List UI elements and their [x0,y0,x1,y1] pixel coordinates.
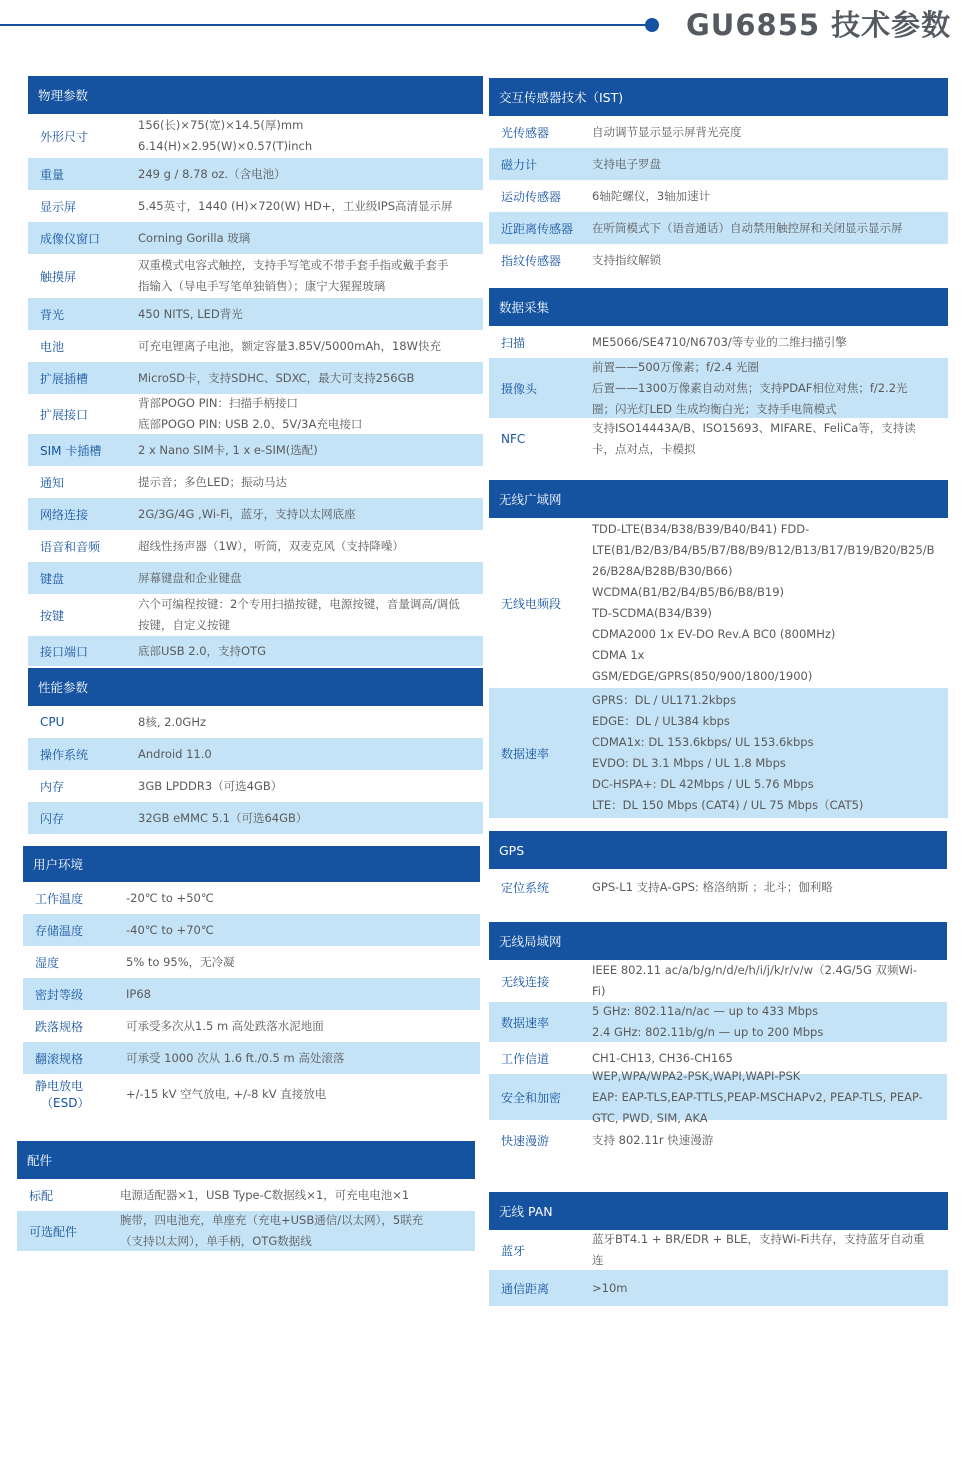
spec-label: 磁力计 [501,157,538,172]
spec-label: 指纹传感器 [501,253,562,268]
spec-value [592,186,948,207]
spec-value [138,594,483,636]
spec-value-line: TDD-LTE(B34/B38/B39/B40/B41) FDD- [592,522,810,536]
spec-value-line: 32GB eMMC 5.1（可选64GB） [138,810,308,825]
spec-row [28,330,483,362]
spec-value-line: DC-HSPA+: DL 42Mbps / UL 5.76 Mbps [592,777,814,791]
spec-value-line: CDMA2000 1x EV-DO Rev.A BC0 (800MHz) [592,627,836,641]
spec-value [592,218,948,239]
spec-row [489,960,947,1002]
spec-value-line: 249 g / 8.78 oz.（含电池） [138,166,286,181]
spec-value-line: 自动调节显示显示屏背光亮度 [592,124,742,139]
spec-row [28,802,483,834]
spec-value-line: 在听筒模式下（语音通话）自动禁用触控屏和关闭显示显示屏 [592,220,903,235]
spec-value-line: 可承受 1000 次从 1.6 ft./0.5 m 高处滚落 [126,1050,345,1065]
spec-value [138,744,483,765]
page-title: GU6855 技术参数 [686,8,952,42]
spec-value [592,1001,947,1043]
spec-value-line: -40℃ to +70℃ [126,922,214,937]
spec-value [138,808,483,829]
spec-row [23,1010,480,1042]
spec-value-line: >10m [592,1280,628,1295]
spec-row [28,530,483,562]
section-title: 数据采集 [489,288,948,326]
spec-value [126,1084,480,1105]
spec-label: 翻滚规格 [35,1051,84,1066]
spec-value-line: （支持以太网），单手柄，OTG数据线 [120,1234,312,1248]
spec-row [28,394,483,434]
spec-value [120,1185,475,1206]
spec-label: 光传感器 [501,125,550,140]
spec-value-line: 450 NITS, LED背光 [138,306,243,321]
spec-value-line: IEEE 802.11 ac/a/b/g/n/d/e/h/i/j/k/r/v/w（2.4G/5G 双频Wi- [592,963,917,977]
spec-label: 操作系统 [40,747,89,762]
spec-value-line: +/-15 kV 空气放电, +/-8 kV 直接放电 [126,1086,327,1101]
spec-value-line: CDMA 1x [592,648,645,662]
spec-row [489,244,948,276]
spec-label: 背光 [40,307,65,322]
spec-value-line: 提示音；多色LED；振动马达 [138,474,288,489]
spec-value [138,641,483,662]
spec-row [28,562,483,594]
spec-row [489,1270,948,1306]
spec-row [28,706,483,738]
spec-value [138,255,483,297]
spec-label: 标配 [29,1188,54,1203]
spec-value [592,122,948,143]
spec-value-line: 5.45英寸，1440 (H)×720(W) HD+，工业级IPS高清显示屏 [138,198,453,213]
section-user-env [23,846,480,1114]
spec-value-line: 后置——1300万像素自动对焦；支持PDAF相位对焦；f/2.2光 [592,380,908,395]
spec-row [28,190,483,222]
spec-value-line: GPRS：DL / UL171.2kbps [592,693,737,707]
spec-row [489,148,948,180]
spec-value-line: 2.4 GHz: 802.11b/g/n — up to 200 Mbps [592,1025,824,1039]
spec-value [138,228,483,249]
spec-value [126,984,480,1005]
section-gps [489,831,947,905]
spec-row [489,1230,948,1270]
spec-value [592,1229,948,1271]
spec-value-line: 可承受多次从1.5 m 高处跌落水泥地面 [126,1018,324,1033]
spec-label: 扩展插槽 [40,371,89,386]
spec-row [28,298,483,330]
spec-row [28,770,483,802]
spec-value [138,115,483,157]
spec-value-line: -20℃ to +50℃ [126,890,214,905]
spec-value-line: 156(长)×75(宽)×14.5(厚)mm [138,118,304,132]
spec-label: 成像仪窗口 [40,231,101,246]
spec-label: 跌落规格 [35,1019,84,1034]
spec-row [17,1211,475,1251]
section-wwan [489,480,948,818]
spec-value-line: GPS-L1 支持A-GPS: 格洛纳斯 ；北斗；伽利略 [592,879,833,894]
spec-value-line: 按键，自定义按键 [138,618,230,632]
section-data-capture [489,288,948,460]
spec-value-line: WCDMA(B1/B2/B4/B5/B6/B8/B19) [592,585,785,599]
spec-value [138,336,483,357]
spec-row [28,254,483,298]
spec-value [138,776,483,797]
header-dot [645,18,659,32]
spec-value [592,332,948,353]
spec-value-line: MicroSD卡，支持SDHC、SDXC，最大可支持256GB [138,370,415,385]
spec-row [28,636,483,666]
spec-value [138,536,483,557]
spec-label: 工作温度 [35,891,84,906]
spec-row [23,1042,480,1074]
spec-label: 网络连接 [40,507,89,522]
spec-label: 重量 [40,167,65,182]
spec-label: 近距离传感器 [501,221,574,236]
section-ist [489,78,948,276]
spec-label: 无线连接 [501,974,550,989]
spec-value [138,568,483,589]
spec-value-line: Corning Gorilla 玻璃 [138,230,251,245]
spec-value-line: GTC, PWD, SIM, AKA [592,1110,708,1125]
section-performance [28,668,483,834]
spec-value-line: 屏幕键盘和企业键盘 [138,570,242,585]
spec-value [138,393,483,435]
spec-label: 数据速率 [501,1015,550,1030]
spec-value [138,472,483,493]
spec-value [592,418,948,460]
spec-value-line: IP68 [126,986,151,1001]
spec-value [120,1210,475,1252]
spec-value [592,250,948,271]
spec-label: 键盘 [40,571,65,586]
spec-label: 可选配件 [29,1224,78,1239]
spec-value [592,690,948,816]
spec-value-line: 腕带，四电池充，单座充（充电+USB通信/以太网），5联充 [120,1213,424,1227]
spec-label: 存储温度 [35,923,84,938]
spec-value-line: GSM/EDGE/GPRS(850/900/1800/1900) [592,669,813,683]
spec-value-line: 底部USB 2.0，支持OTG [138,643,267,658]
spec-value-line: 超线性扬声器（1W），听筒，双麦克风（支持降噪） [138,538,404,553]
spec-label: 摄像头 [501,381,538,396]
spec-value-line: 指输入（导电手写笔单独销售）；康宁大猩猩玻璃 [138,279,386,293]
spec-label: SIM 卡插槽 [40,443,102,458]
spec-label: 按键 [40,608,65,623]
spec-value-line: ME5066/SE4710/N6703/等专业的二维扫描引擎 [592,334,847,349]
spec-value [138,712,483,733]
spec-row [23,978,480,1010]
spec-row [28,466,483,498]
spec-value-line: TD-SCDMA(B34/B39) [592,606,712,620]
spec-value [138,368,483,389]
section-pan [489,1192,948,1306]
spec-value [592,1066,947,1129]
spec-value-line: Fi) [592,984,606,998]
spec-value-line: 6轴陀螺仪，3轴加速计 [592,188,711,203]
spec-label: 触摸屏 [40,269,77,284]
spec-value-line: 支持指纹解锁 [592,252,661,267]
spec-value-line: Android 11.0 [138,746,212,761]
spec-label: 湿度 [35,955,60,970]
spec-row [28,738,483,770]
spec-value [138,304,483,325]
spec-value-line: 圈；闪光灯LED 生成均衡白光；支持手电筒模式 [592,401,837,416]
spec-value [126,952,480,973]
spec-value-line: 六个可编程按键：2个专用扫描按键，电源按键，音量调高/调低 [138,597,460,611]
spec-value-line: CH1-CH13, CH36-CH165 [592,1050,733,1065]
spec-row [28,362,483,394]
spec-value [592,1278,948,1299]
spec-value [126,888,480,909]
spec-value-line: 支持ISO14443A/B、ISO15693、MIFARE、FeliCa等，支持读 [592,421,916,435]
spec-value [138,164,483,185]
spec-label: 显示屏 [40,199,77,214]
spec-row [489,358,948,418]
spec-label: 安全和加密 [501,1090,562,1105]
spec-value [126,1016,480,1037]
spec-value-line: 5% to 95%，无冷凝 [126,954,235,969]
spec-value-line: EVDO: DL 3.1 Mbps / UL 1.8 Mbps [592,756,786,770]
spec-row [489,688,948,818]
spec-label: 密封等级 [35,987,84,1002]
spec-value-line: 支持 802.11r 快速漫游 [592,1132,714,1147]
spec-label: 电池 [40,339,65,354]
section-title: 无线广域网 [489,480,948,518]
spec-value-line: 双重模式电容式触控，支持手写笔或不带手套手指或戴手套手 [138,258,449,272]
spec-value-line: 5 GHz: 802.11a/n/ac — up to 433 Mbps [592,1004,819,1018]
spec-value [592,877,947,898]
section-title: 无线局域网 [489,922,947,960]
spec-row [23,914,480,946]
spec-label: 通知 [40,475,65,490]
spec-value-line: 8核, 2.0GHz [138,714,207,729]
section-title: 物理参数 [28,76,483,114]
spec-row [23,882,480,914]
section-title: 性能参数 [28,668,483,706]
spec-value [126,920,480,941]
spec-label: 通信距离 [501,1281,550,1296]
spec-label: 内存 [40,779,65,794]
spec-row [489,212,948,244]
spec-value-line: LTE(B1/B2/B3/B4/B5/B7/B8/B9/B12/B13/B17/B19/B20/B25/B [592,543,935,557]
spec-value-line: 3GB LPDDR3（可选4GB） [138,778,283,793]
spec-value-line: 可充电锂离子电池，额定容量3.85V/5000mAh，18W快充 [138,338,441,353]
spec-value-line: 前置——500万像素；f/2.4 光圈 [592,359,759,374]
spec-value-line: 2 x Nano SIM卡, 1 x e-SIM(选配) [138,442,318,457]
spec-value [592,1130,947,1151]
spec-value-line: WEP,WPA/WPA2-PSK,WAPI,WAPI-PSK [592,1068,801,1083]
section-physical [28,76,483,666]
spec-value-line: LTE：DL 150 Mbps (CAT4) / UL 75 Mbps（CAT5) [592,798,864,812]
spec-value [592,154,948,175]
spec-value-line: CDMA1x: DL 153.6kbps/ UL 153.6kbps [592,735,814,749]
spec-row [28,594,483,636]
spec-label: 闪存 [40,811,65,826]
spec-row [23,946,480,978]
spec-row [28,114,483,158]
spec-row [489,1002,947,1042]
spec-row [489,116,948,148]
spec-row [489,518,948,688]
spec-value-line: EAP: EAP-TLS,EAP-TTLS,PEAP-MSCHAPv2, PEAP-TLS, PEAP- [592,1089,923,1104]
spec-label: 快速漫游 [501,1133,550,1148]
spec-label: 静电放电 （ESD） [35,1079,90,1110]
spec-value [592,519,948,687]
spec-value-line: 背部POGO PIN：扫描手柄接口 [138,396,299,410]
section-accessories [17,1141,475,1251]
spec-value-line: 卡，点对点，卡模拟 [592,442,696,456]
section-title: 无线 PAN [489,1192,948,1230]
spec-row [17,1179,475,1211]
spec-value [592,960,947,1002]
spec-row [28,434,483,466]
spec-row [489,869,947,905]
spec-value-line: 连 [592,1253,604,1267]
section-title: 配件 [17,1141,475,1179]
spec-value-line: 电源适配器×1，USB Type-C数据线×1，可充电电池×1 [120,1187,410,1202]
section-title: GPS [489,831,947,869]
spec-label: 工作信道 [501,1051,550,1066]
spec-row [28,498,483,530]
spec-label: 语音和音频 [40,539,101,554]
spec-row [489,1068,947,1125]
spec-value-line: EDGE：DL / UL384 kbps [592,714,730,728]
spec-label: 外形尺寸 [40,129,89,144]
spec-row [23,1074,480,1114]
spec-label: 接口端口 [40,644,89,659]
spec-label: NFC [501,432,526,446]
spec-row [28,158,483,190]
spec-value [592,357,948,420]
spec-label: 定位系统 [501,880,550,895]
spec-value [138,504,483,525]
spec-row [489,326,948,358]
spec-label: 扫描 [501,335,526,350]
spec-row [489,418,948,460]
spec-label: 蓝牙 [501,1243,526,1258]
spec-value-line: 26/B28A/B28B/B30/B66) [592,564,733,578]
spec-value [138,196,483,217]
spec-value [126,1048,480,1069]
spec-value-line: 6.14(H)×2.95(W)×0.57(T)inch [138,139,313,153]
spec-row [489,180,948,212]
section-wlan [489,922,947,1160]
section-title: 交互传感器技术（IST) [489,78,948,116]
spec-value [138,440,483,461]
spec-label: 无线电频段 [501,596,562,611]
spec-value-line: 底部POGO PIN: USB 2.0、5V/3A充电接口 [138,417,363,431]
spec-value-line: 支持电子罗盘 [592,156,661,171]
spec-label: 运动传感器 [501,189,562,204]
header-rule [0,24,652,26]
spec-value-line: 蓝牙BT4.1 + BR/EDR + BLE，支持Wi-Fi共存，支持蓝牙自动重 [592,1232,925,1246]
spec-value-line: 2G/3G/4G ,Wi-Fi，蓝牙，支持以太网底座 [138,506,356,521]
spec-label: 扩展接口 [40,407,89,422]
section-title: 用户环境 [23,846,480,882]
spec-row [28,222,483,254]
spec-label: 数据速率 [501,746,550,761]
spec-label: CPU [40,715,65,729]
